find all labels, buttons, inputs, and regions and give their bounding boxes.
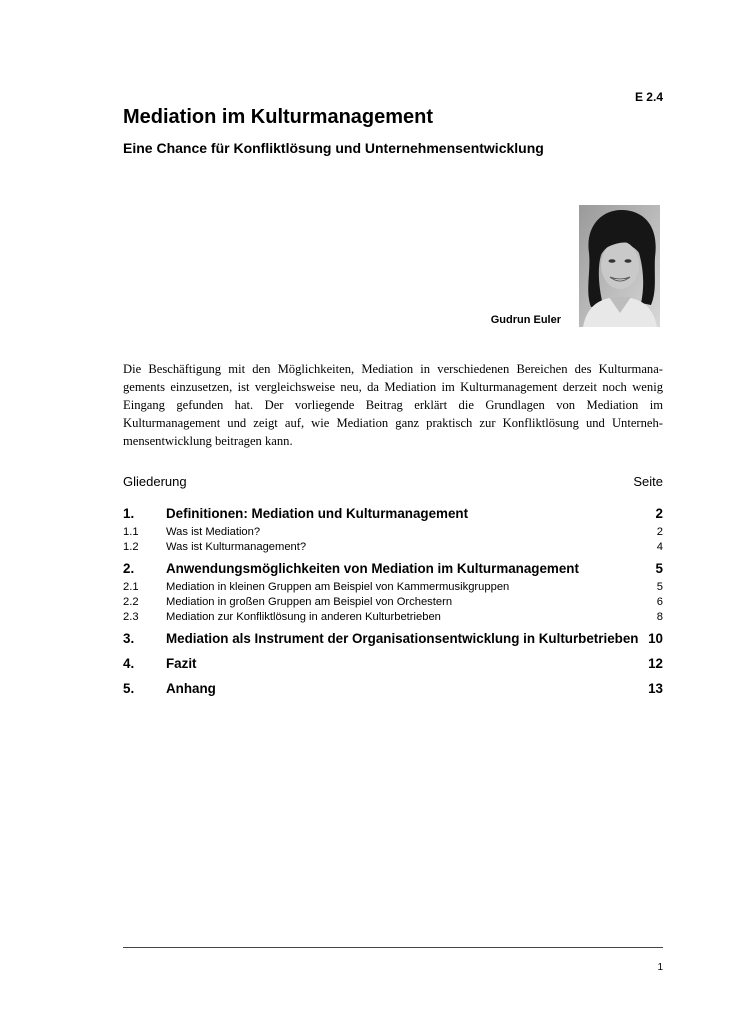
- toc-heading: Gliederung: [123, 474, 187, 489]
- toc-entry-page: 10: [648, 631, 663, 646]
- footer-divider: [123, 947, 663, 948]
- document-subtitle: Eine Chance für Konfliktlösung und Unternehmensentwicklung: [123, 140, 544, 156]
- author-photo: [579, 205, 660, 327]
- toc-entry[interactable]: [123, 526, 663, 541]
- toc-entry[interactable]: [123, 656, 663, 676]
- document-title: Mediation im Kulturmanagement: [123, 106, 434, 128]
- toc-entry-page: 8: [656, 611, 663, 623]
- author-portrait-icon: [579, 205, 660, 327]
- toc-entry[interactable]: [123, 541, 663, 556]
- toc-entry-label: Mediation in großen Gruppen am Beispiel von Orchestern: [166, 596, 453, 608]
- toc-entry[interactable]: [123, 561, 663, 581]
- toc-entry-number: 5.: [123, 681, 135, 696]
- toc-entry-number: 1.1: [123, 526, 139, 538]
- toc-entry-label: Mediation in kleinen Gruppen am Beispiel von Kammermusikgruppen: [166, 581, 510, 593]
- toc-entry-page: 5: [655, 561, 663, 576]
- toc-entry[interactable]: [123, 631, 663, 651]
- toc-entry-number: 3.: [123, 631, 135, 646]
- toc-entry-label: Definitionen: Mediation und Kulturmanagement: [166, 506, 469, 521]
- toc-entry[interactable]: [123, 506, 663, 526]
- toc-entry-number: 1.2: [123, 541, 139, 553]
- toc-entry-label: Mediation als Instrument der Organisationsentwicklung in Kulturbetrieben: [166, 631, 639, 646]
- toc-entry-label: Was ist Kulturmanagement?: [166, 541, 307, 553]
- toc-entry-page: 2: [656, 526, 663, 538]
- toc-entry-number: 4.: [123, 656, 135, 671]
- table-of-contents: [123, 474, 663, 701]
- toc-entry-page: 6: [656, 596, 663, 608]
- toc-entry-number: 2.3: [123, 611, 139, 623]
- section-code: E 2.4: [634, 90, 663, 104]
- toc-entry-label: Fazit: [166, 656, 197, 671]
- page-number: 1: [657, 962, 663, 973]
- abstract-text: Die Beschäftigung mit den Möglichkeiten, Mediation in verschiedenen Bereichen des Kulturmana-gements einzusetzen, ist vergleichsweise neu, da Mediation im Kulturmanagement derzeit noch wenig Eingang gefunden hat. Der vorliegende Beitrag erklärt die Grundlagen von Mediation im Kulturmanagement und zeigt auf, wie Mediation ganz praktisch zur Konfliktlösung und Unterneh-mensentwicklung beitragen kann.: [123, 362, 663, 448]
- toc-entry-number: 2.: [123, 561, 135, 576]
- toc-entry-label: Anhang: [166, 681, 216, 696]
- toc-entry-number: 2.2: [123, 596, 139, 608]
- toc-entry-page: 2: [655, 506, 663, 521]
- toc-entry-label: Anwendungsmöglichkeiten von Mediation im Kulturmanagement: [166, 561, 579, 576]
- toc-entry[interactable]: [123, 581, 663, 596]
- toc-entry[interactable]: [123, 596, 663, 611]
- toc-header: [123, 474, 663, 494]
- toc-page-heading: Seite: [633, 474, 663, 489]
- toc-entry-page: 4: [656, 541, 663, 553]
- toc-entry-number: 2.1: [123, 581, 139, 593]
- author-name: Gudrun Euler: [490, 314, 561, 326]
- toc-entry-page: 13: [648, 681, 663, 696]
- toc-entry-page: 12: [648, 656, 663, 671]
- toc-entry-label: Mediation zur Konfliktlösung in anderen Kulturbetrieben: [166, 611, 441, 623]
- toc-entry-number: 1.: [123, 506, 135, 521]
- toc-entry[interactable]: [123, 681, 663, 701]
- toc-entry-label: Was ist Mediation?: [166, 526, 261, 538]
- toc-entry-page: 5: [656, 581, 663, 593]
- toc-entry[interactable]: [123, 611, 663, 626]
